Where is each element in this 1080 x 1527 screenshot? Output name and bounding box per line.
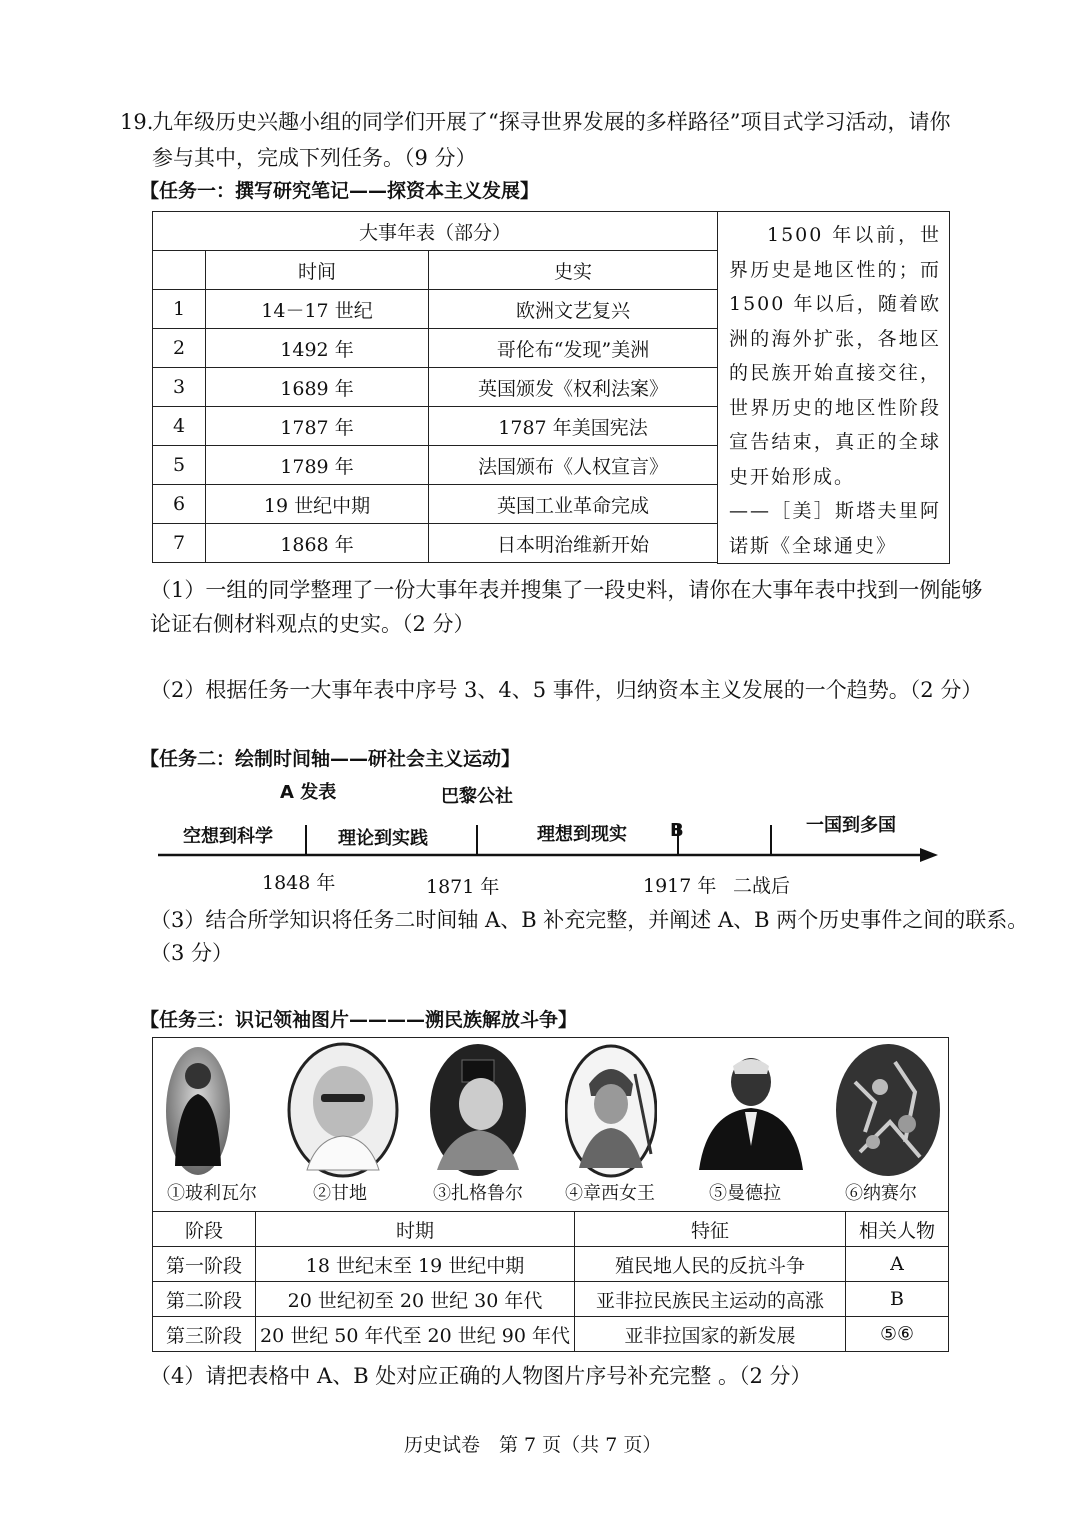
row-fact: 日本明治维新开始 bbox=[429, 524, 718, 563]
source-material-text: 1500 年以前，世界历史是地区性的；而 1500 年以后，随着欧洲的海外扩张，各地区的民族开始直接交往，世界历史的地区性阶段宣告结束，真正的全球史开始形成。 bbox=[729, 224, 941, 488]
page-footer: 历史试卷 第 7 页（共 7 页） bbox=[404, 1434, 662, 1456]
leader-caption-6: ⑥纳赛尔 bbox=[845, 1183, 917, 1204]
table-row bbox=[153, 407, 718, 446]
header-period: 时期 bbox=[256, 1212, 575, 1247]
zaghloul-portrait bbox=[429, 1042, 527, 1178]
source-material-box bbox=[717, 211, 950, 564]
table-row bbox=[153, 485, 718, 524]
row-feature: 亚非拉国家的新发展 bbox=[575, 1317, 846, 1352]
question-line-2: 参与其中，完成下列任务。（9 分） bbox=[152, 146, 477, 170]
gandhi-portrait bbox=[287, 1042, 399, 1178]
row-feature: 亚非拉民族民主运动的高涨 bbox=[575, 1282, 846, 1317]
row-period: 20 世纪 50 年代至 20 世纪 90 年代 bbox=[256, 1317, 575, 1352]
table-row bbox=[153, 446, 718, 485]
timeline-label-paris-commune: 巴黎公社 bbox=[441, 786, 513, 807]
timeline-segment-1: 空想到科学 bbox=[183, 826, 273, 847]
header-person: 相关人物 bbox=[846, 1212, 949, 1247]
row-time: 14－17 世纪 bbox=[206, 290, 429, 329]
leader-caption-3: ③扎格鲁尔 bbox=[433, 1183, 523, 1204]
row-time: 1492 年 bbox=[206, 329, 429, 368]
leader-caption-5: ⑤曼德拉 bbox=[709, 1183, 781, 1204]
row-index: 3 bbox=[153, 368, 206, 407]
row-time: 1689 年 bbox=[206, 368, 429, 407]
timeline-segment-3: 理想到现实 bbox=[537, 824, 627, 845]
timeline-segment-4: 一国到多国 bbox=[806, 815, 896, 836]
row-fact: 法国颁布《人权宣言》 bbox=[429, 446, 718, 485]
row-person-blank-a: A bbox=[846, 1247, 949, 1282]
table-row bbox=[153, 1282, 949, 1317]
timeline-label-a: A 发表 bbox=[280, 782, 337, 803]
row-period: 20 世纪初至 20 世纪 30 年代 bbox=[256, 1282, 575, 1317]
row-stage: 第三阶段 bbox=[153, 1317, 256, 1352]
row-fact: 哥伦布“发现”美洲 bbox=[429, 329, 718, 368]
row-stage: 第二阶段 bbox=[153, 1282, 256, 1317]
table-row bbox=[153, 290, 718, 329]
question-number: 19. bbox=[120, 110, 154, 134]
chronology-table-title: 大事年表（部分） bbox=[153, 212, 718, 251]
row-fact: 1787 年美国宪法 bbox=[429, 407, 718, 446]
col-index-header bbox=[153, 251, 206, 290]
timeline-year-1848: 1848 年 bbox=[262, 872, 336, 894]
mandela-portrait bbox=[693, 1046, 809, 1174]
row-fact: 英国颁发《权利法案》 bbox=[429, 368, 718, 407]
col-fact-header: 史实 bbox=[429, 251, 718, 290]
row-time: 1868 年 bbox=[206, 524, 429, 563]
row-index: 2 bbox=[153, 329, 206, 368]
leader-caption-2: ②甘地 bbox=[313, 1183, 367, 1204]
row-person-blank-b: B bbox=[846, 1282, 949, 1317]
bolivar-portrait bbox=[165, 1046, 231, 1176]
timeline-year-post-ww2: 二战后 bbox=[733, 875, 791, 897]
row-period: 18 世纪末至 19 世纪中期 bbox=[256, 1247, 575, 1282]
table-row bbox=[153, 368, 718, 407]
q1-line-2: 论证右侧材料观点的史实。（2 分） bbox=[150, 612, 475, 636]
task3-heading: 【任务三：识记领袖图片————溯民族解放斗争】 bbox=[140, 1009, 578, 1031]
row-fact: 英国工业革命完成 bbox=[429, 485, 718, 524]
row-time: 19 世纪中期 bbox=[206, 485, 429, 524]
row-stage: 第一阶段 bbox=[153, 1247, 256, 1282]
row-person: ⑤⑥ bbox=[846, 1317, 949, 1352]
timeline-year-1871: 1871 年 bbox=[426, 876, 500, 898]
national-liberation-table bbox=[152, 1211, 949, 1352]
rani-of-jhansi-portrait bbox=[565, 1044, 657, 1178]
leader-caption-1: ①玻利瓦尔 bbox=[167, 1183, 257, 1204]
row-time: 1787 年 bbox=[206, 407, 429, 446]
row-index: 1 bbox=[153, 290, 206, 329]
timeline-axis bbox=[150, 815, 940, 865]
task1-heading: 【任务一：撰写研究笔记——探资本主义发展】 bbox=[140, 180, 540, 202]
q1-line-1: （1）一组的同学整理了一份大事年表并搜集了一段史料，请你在大事年表中找到一例能够 bbox=[150, 578, 983, 602]
table-row bbox=[153, 329, 718, 368]
table-row bbox=[153, 1247, 949, 1282]
timeline-label-b: B bbox=[670, 820, 684, 841]
col-time-header: 时间 bbox=[206, 251, 429, 290]
table-row bbox=[153, 524, 718, 563]
table-row bbox=[153, 1317, 949, 1352]
question-line-1: 九年级历史兴趣小组的同学们开展了“探寻世界发展的多样路径”项目式学习活动，请你 bbox=[152, 110, 951, 134]
timeline-segment-2: 理论到实践 bbox=[338, 828, 428, 849]
q4-text: （4）请把表格中 A、B 处对应正确的人物图片序号补充完整 。（2 分） bbox=[150, 1364, 812, 1388]
q3-line-2: （3 分） bbox=[150, 941, 234, 965]
task2-heading: 【任务二：绘制时间轴——研社会主义运动】 bbox=[140, 748, 521, 770]
row-fact: 欧洲文艺复兴 bbox=[429, 290, 718, 329]
leader-photos-panel bbox=[152, 1037, 949, 1211]
q3-line-1: （3）结合所学知识将任务二时间轴 A、B 补充完整，并阐述 A、B 两个历史事件之间的联系。 bbox=[150, 908, 1029, 932]
leader-caption-4: ④章西女王 bbox=[565, 1183, 655, 1204]
row-index: 4 bbox=[153, 407, 206, 446]
timeline-year-1917: 1917 年 bbox=[643, 875, 717, 897]
header-stage: 阶段 bbox=[153, 1212, 256, 1247]
q2-text: （2）根据任务一大事年表中序号 3、4、5 事件，归纳资本主义发展的一个趋势。（2 分） bbox=[150, 678, 983, 702]
row-index: 7 bbox=[153, 524, 206, 563]
header-feature: 特征 bbox=[575, 1212, 846, 1247]
source-material-citation: ——［美］斯塔夫里阿诺斯《全球通史》 bbox=[729, 500, 941, 557]
row-index: 6 bbox=[153, 485, 206, 524]
nasser-portrait bbox=[835, 1042, 941, 1178]
row-feature: 殖民地人民的反抗斗争 bbox=[575, 1247, 846, 1282]
chronology-table bbox=[152, 211, 718, 563]
row-time: 1789 年 bbox=[206, 446, 429, 485]
row-index: 5 bbox=[153, 446, 206, 485]
